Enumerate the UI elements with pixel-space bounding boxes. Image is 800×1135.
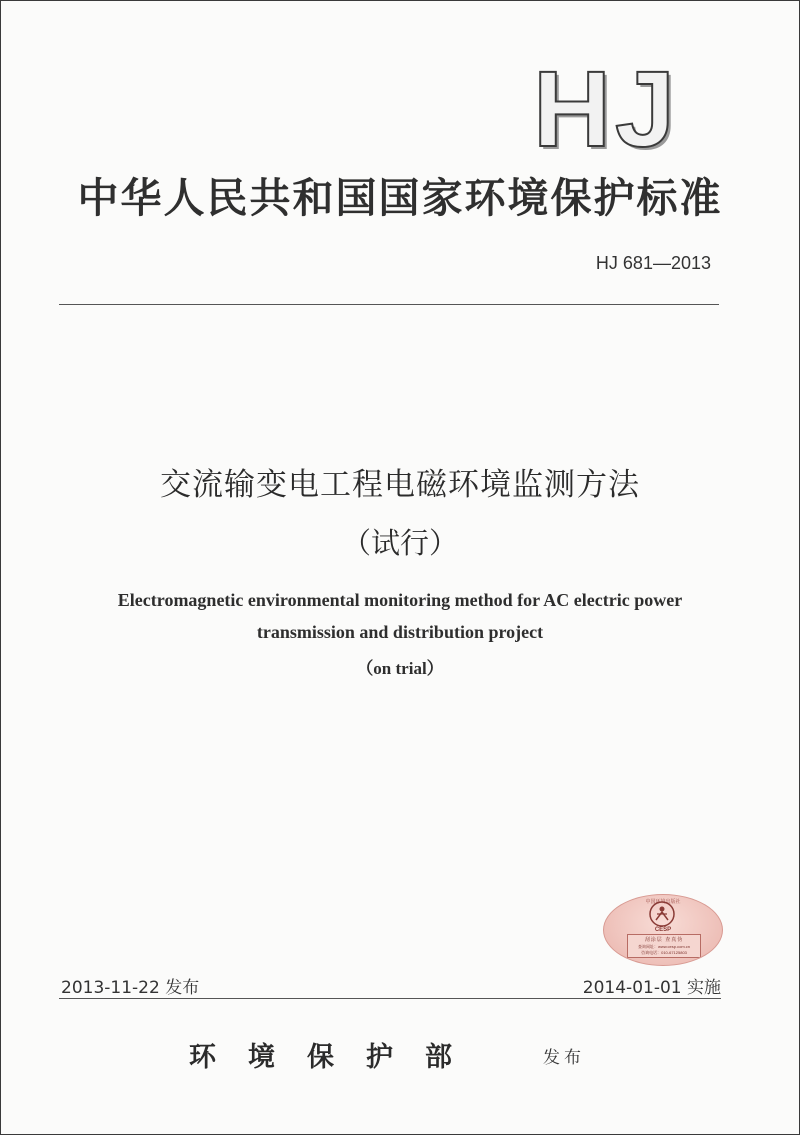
issuing-authority-title: 中华人民共和国国家环境保护标准 <box>77 174 723 222</box>
stamp-top-text: 中国环境出版社 <box>645 899 681 905</box>
implementation-date: 2014-01-01 实施 <box>582 978 721 998</box>
hj-logo: HJ <box>533 48 680 169</box>
stamp-scratch-panel <box>627 934 701 958</box>
standard-code: HJ 681—2013 <box>595 253 711 273</box>
document-trial-note-cn: （试行） <box>341 526 458 560</box>
publisher-suffix: 发布 <box>543 1048 585 1068</box>
anti-counterfeit-stamp <box>603 894 723 966</box>
stamp-org-label: CESP <box>654 927 672 933</box>
stamp-website: 查询网址：www.cesp.com.cn <box>637 944 690 949</box>
top-divider <box>59 304 719 305</box>
issue-date: 2013-11-22 发布 <box>61 978 200 998</box>
document-title-en-line1: Electromagnetic environmental monitoring method for AC electric power <box>117 590 683 610</box>
document-trial-note-en: （on trial） <box>356 659 444 678</box>
bottom-divider <box>59 998 721 999</box>
cesp-emblem-icon <box>648 900 676 928</box>
document-title-en-line2: transmission and distribution project <box>256 622 544 642</box>
document-title-cn: 交流输变电工程电磁环境监测方法 <box>160 467 640 503</box>
stamp-scratch-label: 刮涂层 查真伪 <box>644 937 684 943</box>
publisher-name: 环境保护部 <box>189 1042 484 1073</box>
stamp-phone: 咨询电话：010-67125803 <box>641 950 687 955</box>
